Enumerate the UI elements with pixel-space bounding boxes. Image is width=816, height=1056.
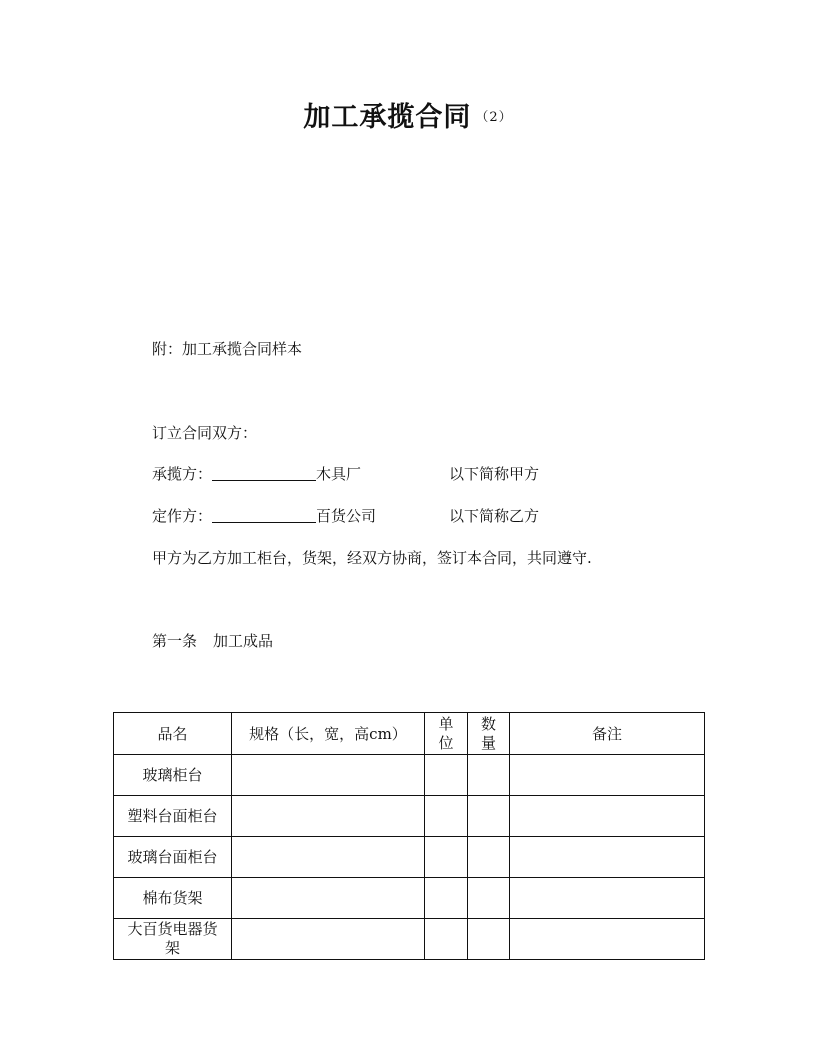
contractor-line bbox=[152, 464, 361, 484]
remark-cell[interactable] bbox=[510, 755, 705, 796]
remark-cell[interactable] bbox=[510, 919, 705, 960]
products-table bbox=[113, 712, 705, 960]
product-name-cell bbox=[114, 919, 232, 960]
contractor-blank bbox=[212, 466, 316, 481]
header-quantity bbox=[468, 713, 510, 755]
header-spec: 规格（长，宽，高cm） bbox=[232, 713, 425, 755]
contractor-label: 承揽方： bbox=[152, 465, 213, 483]
parties-heading: 订立合同双方： bbox=[152, 424, 258, 442]
agreement-statement: 甲方为乙方加工柜台，货架，经双方协商，签订本合同，共同遵守. bbox=[152, 549, 592, 567]
table-row bbox=[114, 878, 705, 919]
unit-cell[interactable] bbox=[425, 755, 468, 796]
header-unit-line1: 单 bbox=[438, 714, 454, 733]
header-unit bbox=[425, 713, 468, 755]
spec-cell[interactable] bbox=[232, 755, 425, 796]
header-product-name: 品名 bbox=[114, 713, 232, 755]
quantity-cell[interactable] bbox=[468, 878, 510, 919]
article-1-heading bbox=[152, 631, 273, 651]
document-title bbox=[0, 98, 816, 138]
unit-cell[interactable] bbox=[425, 796, 468, 837]
header-unit-line2: 位 bbox=[438, 733, 454, 752]
spec-cell[interactable] bbox=[232, 837, 425, 878]
table-row bbox=[114, 919, 705, 960]
header-quantity-line2: 量 bbox=[480, 733, 496, 752]
product-name-line1: 大百货电器货 bbox=[127, 920, 218, 938]
orderer-line bbox=[152, 506, 376, 526]
contractor-note: 以下简称甲方 bbox=[449, 465, 540, 483]
quantity-cell[interactable] bbox=[468, 755, 510, 796]
article-1-label: 第一条 bbox=[152, 632, 198, 650]
remark-cell[interactable] bbox=[510, 837, 705, 878]
title-text: 加工承揽合同 bbox=[303, 102, 472, 133]
orderer-blank bbox=[212, 508, 316, 523]
product-name-cell: 塑料台面柜台 bbox=[114, 796, 232, 837]
product-name-cell: 玻璃柜台 bbox=[114, 755, 232, 796]
quantity-cell[interactable] bbox=[468, 919, 510, 960]
title-suffix: （2） bbox=[475, 110, 513, 125]
table-header-row bbox=[114, 713, 705, 755]
quantity-cell[interactable] bbox=[468, 796, 510, 837]
spec-cell[interactable] bbox=[232, 919, 425, 960]
product-name-cell: 玻璃台面柜台 bbox=[114, 837, 232, 878]
unit-cell[interactable] bbox=[425, 837, 468, 878]
table-row bbox=[114, 837, 705, 878]
remark-cell[interactable] bbox=[510, 878, 705, 919]
article-1-title: 加工成品 bbox=[213, 632, 274, 650]
spec-cell[interactable] bbox=[232, 878, 425, 919]
remark-cell[interactable] bbox=[510, 796, 705, 837]
attachment-line: 附：加工承揽合同样本 bbox=[152, 340, 303, 358]
table-row bbox=[114, 755, 705, 796]
unit-cell[interactable] bbox=[425, 878, 468, 919]
orderer-label: 定作方： bbox=[152, 507, 213, 525]
spec-cell[interactable] bbox=[232, 796, 425, 837]
header-remark: 备注 bbox=[510, 713, 705, 755]
product-name-cell: 棉布货架 bbox=[114, 878, 232, 919]
quantity-cell[interactable] bbox=[468, 837, 510, 878]
table-row bbox=[114, 796, 705, 837]
orderer-name: 百货公司 bbox=[316, 507, 377, 525]
product-name-line2: 架 bbox=[164, 939, 180, 957]
orderer-note: 以下简称乙方 bbox=[449, 507, 540, 525]
header-quantity-line1: 数 bbox=[480, 714, 496, 733]
unit-cell[interactable] bbox=[425, 919, 468, 960]
contractor-name: 木具厂 bbox=[316, 465, 362, 483]
